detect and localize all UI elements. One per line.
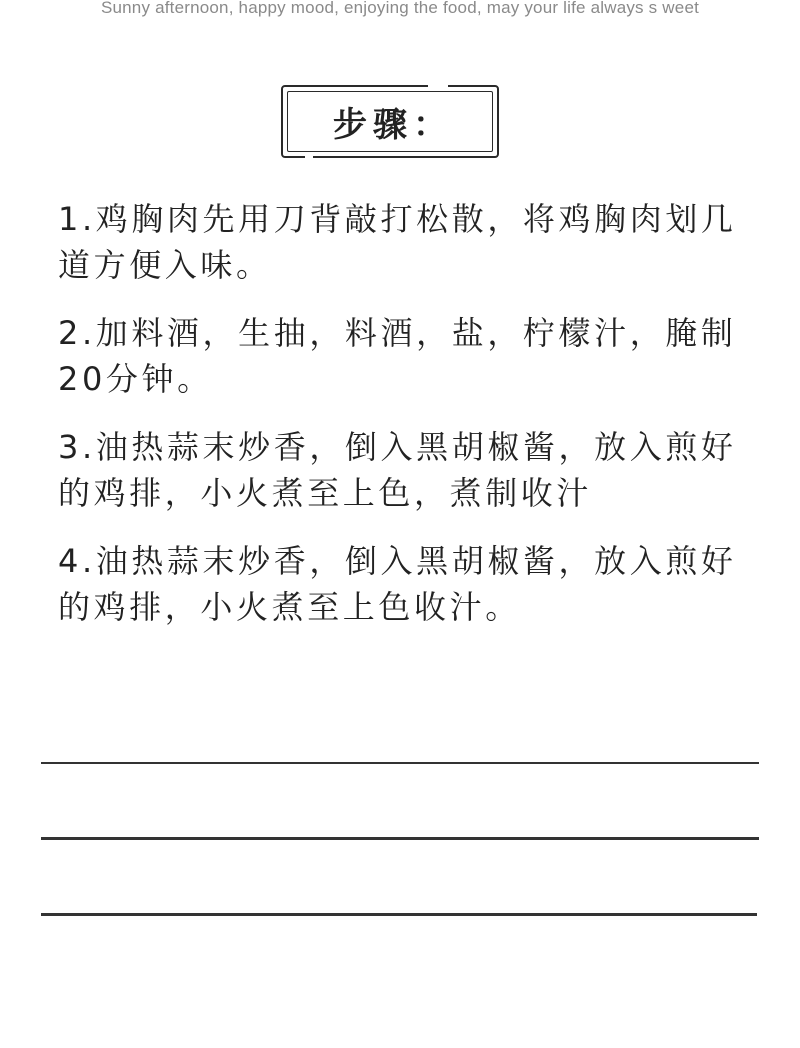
divider-line-3 bbox=[41, 913, 757, 916]
section-title-inner-frame bbox=[287, 91, 493, 152]
tagline: Sunny afternoon, happy mood, enjoying the food, may your life always s weet bbox=[100, 0, 700, 17]
frame-notch-bottom bbox=[305, 155, 313, 159]
section-title: 步骤： bbox=[333, 105, 453, 145]
divider-line-1 bbox=[41, 762, 759, 764]
step-3: 3.油热蒜末炒香，倒入黑胡椒酱，放入煎好的鸡排，小火煮至上色，煮制收汁 bbox=[58, 428, 737, 512]
frame-notch-top bbox=[428, 84, 448, 88]
step-1: 1.鸡胸肉先用刀背敲打松散，将鸡胸肉划几道方便入味。 bbox=[58, 200, 737, 284]
steps-list bbox=[58, 196, 748, 652]
step-4: 4.油热蒜末炒香，倒入黑胡椒酱，放入煎好的鸡排，小火煮至上色收汁。 bbox=[58, 542, 737, 626]
step-2: 2.加料酒，生抽，料酒，盐，柠檬汁，腌制20分钟。 bbox=[58, 314, 737, 398]
section-title-frame bbox=[281, 85, 499, 158]
divider-line-2 bbox=[41, 837, 759, 840]
